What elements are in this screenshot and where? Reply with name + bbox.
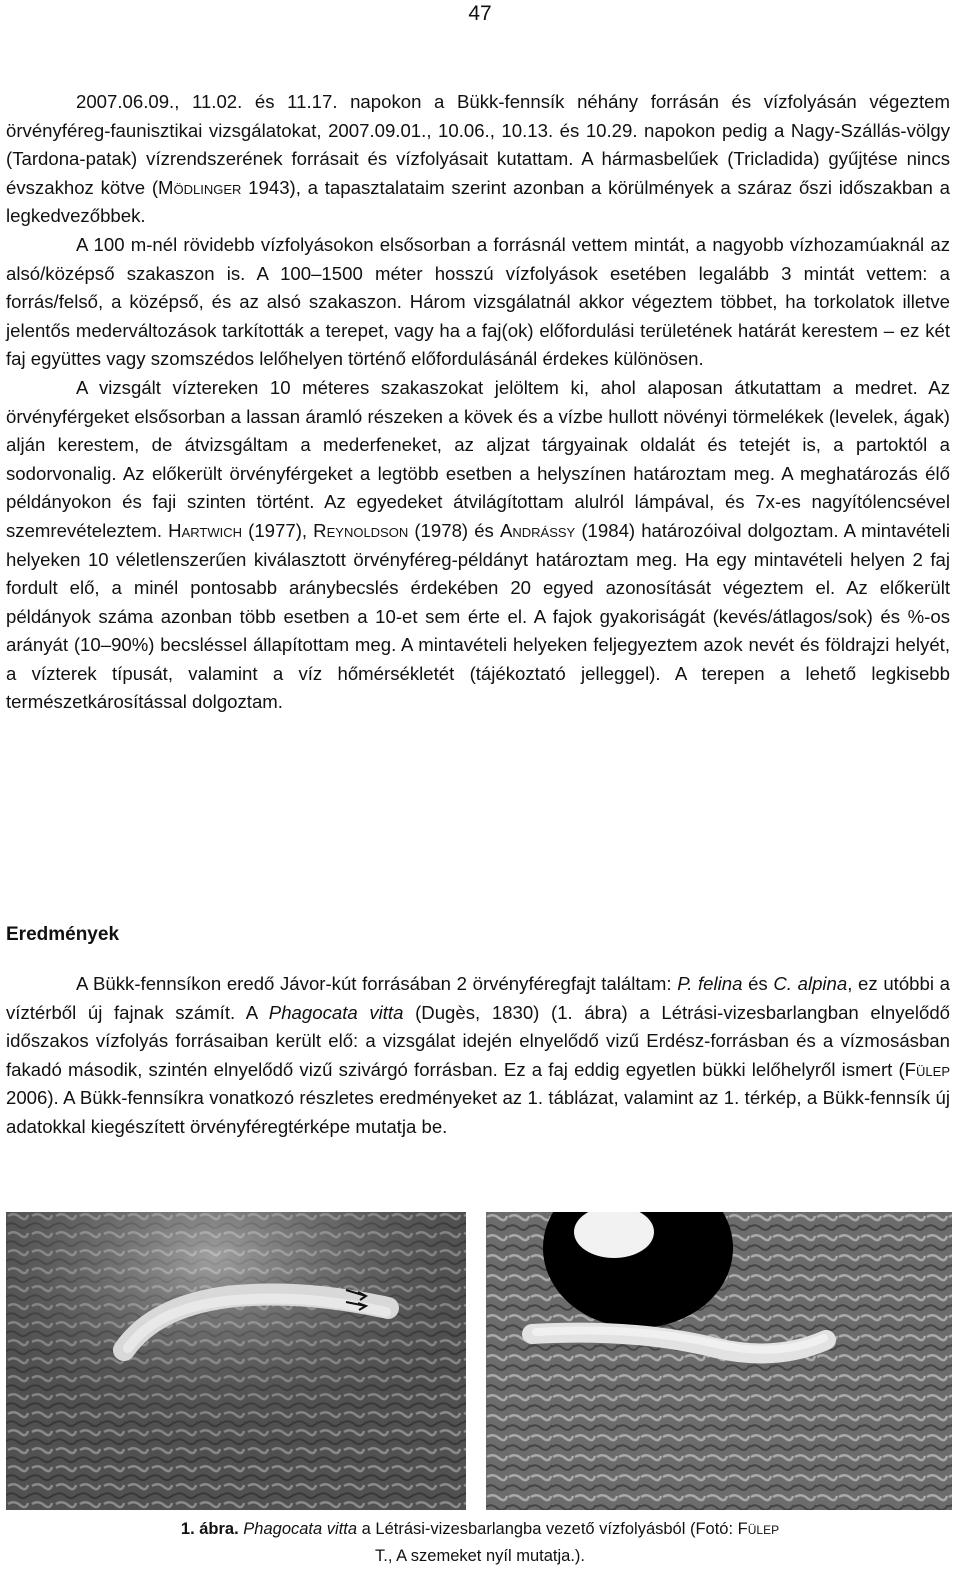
author-name: Hartwich bbox=[168, 519, 243, 541]
author-name: Fülep bbox=[904, 1058, 950, 1080]
author-name: Fülep bbox=[737, 1520, 780, 1538]
paragraph-text: (1984) határozóival dolgoztam. A mintavételi helyeken 10 véletlenszerűen kiválasztott örvényféreg-példányt határoztam meg. Ha egy mintavételi helyen 2 faj fordult elő, a minél pontosabb aránybecslés érdekében 20 egyed azonosítását végeztem el. Az előkerült példányok száma azonban több esetben a 10-et sem érte el. A fajok gyakoriságát (kevés/átlagos/sok) és %-os arányát (10–90%) becsléssel állapítottam meg. A mintavételi helyeken feljegyeztem azok nevét és földrajzi helyét, a vízterek típusát, valamint a víz hőmérsékletét (tájékoztató jelleggel). A terepen a lehető legkisebb természetkárosítással dolgoztam. bbox=[6, 519, 950, 713]
section-heading: Eredmények bbox=[6, 924, 120, 945]
page-number: 47 bbox=[468, 2, 492, 25]
figure-label: 1. ábra. bbox=[180, 1520, 239, 1538]
paragraph-text: (1977), bbox=[242, 519, 314, 541]
paragraph-text: A vizsgált víztereken 10 méteres szakaszokat jelöltem ki, ahol alaposan átkutattam a medret. Az örvényférgeket elsősorban a lassan áramló részeken a kövek és a vízbe hullott növényi törmelékek (levelek, ágak) alján kerestem, de átvizsgáltam a mederfeneket, az aljzat tárgyainak oldalát és tetejét is, a partoktól a sodorvonalig. Az előkerült örvényférgeket a legtöbb esetben a helyszínen határoztam meg. A meghatározás élő példányokon és faji szinten történt. Az egyedeket átvilágítottam alulról lámpával, és 7x-es nagyítólencsével szemrevételeztem. bbox=[6, 376, 950, 541]
photo-phagocata-left bbox=[6, 1212, 466, 1510]
author-name: Andrássy bbox=[499, 519, 576, 541]
figure-caption bbox=[40, 1516, 920, 1570]
species-name: P. felina bbox=[677, 973, 743, 994]
paragraph-text: (1978) és bbox=[408, 519, 500, 541]
paragraph-text: (Dugès, 1830) (1. ábra) a Létrási-vizesbarlangban elnyelődő időszakos vízfolyás forrásaiban került elő: a vizsgálat idején elnyelődő vizű Erdész-forrásban és a vízmosásban fakadó második, szintén elnyelődő vizű szivárgó forrásban. Ez a faj eddig egyetlen bükki lelőhelyről ismert ( bbox=[6, 1001, 950, 1080]
paragraph bbox=[6, 970, 950, 1142]
flatworm-photo-left bbox=[6, 1212, 466, 1510]
photo-phagocata-right bbox=[486, 1212, 952, 1510]
paragraph-text: 1943), a tapasztalataim szerint azonban a körülmények a száraz őszi időszakban a legkedvezőbbek. bbox=[6, 176, 950, 227]
species-name: C. alpina bbox=[773, 973, 848, 994]
paragraph bbox=[6, 88, 950, 231]
results-section bbox=[6, 970, 950, 1142]
caption-text: a Létrási-vizesbarlangba vezető vízfolyásból (Fotó: bbox=[357, 1520, 738, 1538]
methods-section bbox=[6, 88, 950, 717]
caption-text: T., A szemeket nyíl mutatja.). bbox=[375, 1547, 585, 1565]
paragraph-text: 2006). A Bükk-fennsíkra vonatkozó részletes eredményeket az 1. táblázat, valamint az 1. térkép, a Bükk-fennsík új adatokkal kiegészített örvényféregtérképe mutatja be. bbox=[6, 1087, 950, 1137]
paragraph-text: , ez utóbbi a víztérből új fajnak számít. A bbox=[6, 973, 950, 1023]
paragraph-text: 2007.06.09., 11.02. és 11.17. napokon a Bükk-fennsík néhány forrásán és vízfolyásán végeztem örvényféreg-faunisztikai vizsgálatokat, 2007.09.01., 10.06., 10.13. és 10.29. napokon pedig a Nagy-Szállás-völgy (Tardona-patak) vízrendszerének forrásait és vízfolyásait kutattam. A hármasbelűek (Tricladida) gyűjtése nincs évszakhoz kötve ( bbox=[6, 91, 950, 198]
species-name: Phagocata vitta bbox=[268, 1001, 404, 1023]
flatworm-photo-right bbox=[486, 1212, 952, 1510]
author-name: Reynoldson bbox=[313, 519, 409, 541]
paragraph-text: A Bükk-fennsíkon eredő Jávor-kút forrásában 2 örvényféregfajt találtam: bbox=[76, 973, 678, 994]
paragraph: A 100 m-nél rövidebb vízfolyásokon elsősorban a forrásnál vettem mintát, a nagyobb vízhozamúaknál az alsó/középső szakaszon is. A 100–1500 méter hosszú vízfolyások esetében legalább 3 mintát vettem: a forrás/felső, a középső, és az alsó szakaszon. Három vizsgálatnál akkor végeztem többet, ha torkolatok illetve jelentős mederváltozások tarkították a terepet, vagy ha a faj(ok) előfordulási területének határát kerestem – ez két faj együttes vagy szomszédos lelőhelyen történő előfordulásánál érdekes különösen. bbox=[6, 233, 950, 370]
author-name: Mödlinger bbox=[158, 176, 242, 198]
paragraph-text: és bbox=[742, 973, 774, 994]
paragraph bbox=[6, 374, 950, 717]
species-name: Phagocata vitta bbox=[243, 1520, 358, 1538]
